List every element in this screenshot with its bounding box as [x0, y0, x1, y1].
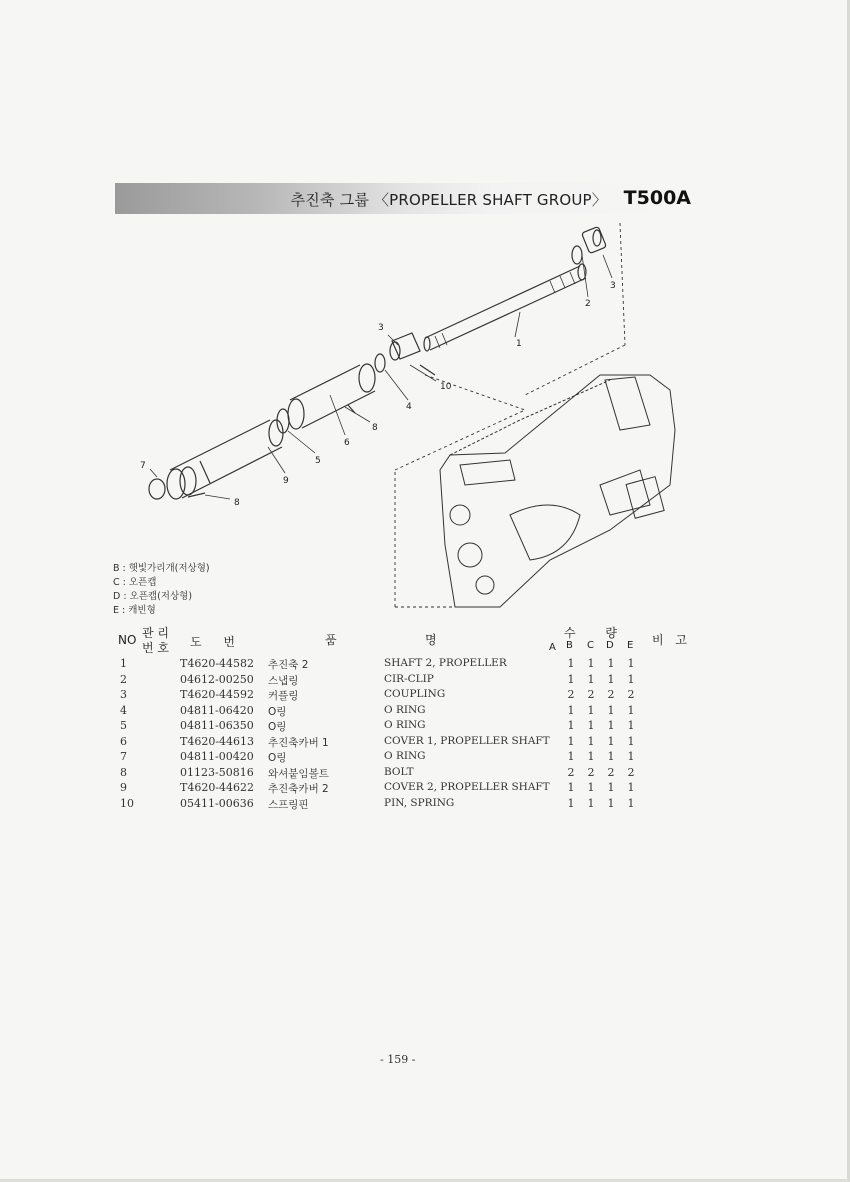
header-no: NO — [118, 633, 137, 647]
table-row — [112, 766, 672, 782]
legend-item: C : 오픈캡 — [113, 577, 157, 588]
part-number: T4620-44613 — [180, 734, 255, 748]
row-number: 7 — [120, 750, 127, 763]
qty-col-a: A — [549, 642, 556, 653]
part-number: 04811-00420 — [180, 750, 254, 763]
legend-item: B : 햇빛가리개(저상형) — [113, 563, 210, 574]
parts-table — [112, 657, 672, 812]
part-name-korean: O링 — [268, 705, 287, 718]
shaft-drawing — [424, 264, 586, 351]
callout-3-lower: 3 — [378, 323, 384, 333]
model-legend — [113, 562, 210, 618]
callout-2: 2 — [585, 299, 591, 309]
part-name-korean: 와셔붙임볼트 — [268, 767, 329, 780]
qty-col-d: D — [606, 640, 614, 651]
assembly-guide-lines — [395, 223, 625, 607]
part-name-english: SHAFT 2, PROPELLER — [384, 657, 507, 669]
header-mgmt-top: 관 리 — [142, 626, 169, 640]
header-remarks: 비 고 — [652, 633, 687, 647]
part-name-korean: 추진축카버 2 — [268, 783, 329, 795]
quantity-cell: 1 — [567, 796, 575, 810]
part-name-korean: 커플링 — [268, 690, 299, 702]
model-code: T500A — [623, 187, 691, 209]
o-ring-7 — [149, 479, 165, 499]
header-name-b: 명 — [425, 633, 437, 647]
quantity-cell: 1 — [607, 781, 615, 794]
part-name-english: CIR-CLIP — [384, 672, 434, 685]
row-number: 3 — [120, 688, 127, 701]
row-number: 1 — [120, 657, 127, 670]
part-name-english: COVER 2, PROPELLER SHAFT — [384, 781, 550, 793]
quantity-cell: 1 — [567, 703, 575, 717]
part-name-korean: 스냅링 — [268, 674, 299, 687]
quantity-cell: 1 — [567, 781, 575, 794]
part-number: 01123-50816 — [180, 765, 254, 779]
part-number: T4620-44622 — [180, 781, 255, 794]
page-number: - 159 - — [380, 1053, 416, 1066]
quantity-cell: 1 — [567, 672, 575, 686]
header-name-a: 품 — [325, 633, 337, 647]
quantity-cell: 1 — [587, 703, 595, 717]
part-name-english: COVER 1, PROPELLER SHAFT — [384, 734, 550, 747]
callout-7: 7 — [140, 461, 146, 471]
quantity-cell: 1 — [587, 796, 595, 810]
clip-coupling-top — [572, 226, 606, 264]
callout-8-lower: 8 — [234, 498, 240, 508]
legend-item: D : 오픈캡(저상형) — [113, 591, 193, 602]
row-number: 10 — [120, 796, 134, 810]
header-part-number: 도 번 — [190, 635, 235, 649]
part-name-english: O RING — [384, 719, 426, 731]
row-number: 5 — [120, 719, 127, 732]
callout-9: 9 — [283, 476, 289, 486]
quantity-cell: 1 — [627, 657, 635, 670]
exploded-parts-diagram — [130, 215, 690, 615]
table-row — [112, 797, 672, 813]
quantity-cell: 1 — [567, 750, 575, 763]
table-row — [112, 704, 672, 720]
callout-3-top: 3 — [610, 281, 616, 291]
quantity-cell: 1 — [607, 657, 615, 670]
table-row — [112, 688, 672, 704]
quantity-cell: 1 — [587, 734, 595, 748]
quantity-cell: 1 — [627, 750, 635, 763]
row-number: 8 — [120, 765, 127, 779]
table-row — [112, 735, 672, 751]
quantity-cell: 1 — [627, 719, 635, 732]
part-number: 05411-00636 — [180, 796, 254, 810]
part-name-korean: 추진축 2 — [268, 659, 309, 671]
header-qty: 수 량 — [564, 626, 617, 640]
quantity-cell: 2 — [627, 765, 635, 779]
part-name-english: PIN, SPRING — [384, 796, 455, 809]
quantity-cell: 1 — [607, 672, 615, 686]
part-name-korean: 추진축카버 1 — [268, 736, 329, 749]
callout-10: 10 — [440, 382, 452, 392]
part-number: 04811-06350 — [180, 719, 254, 732]
table-row — [112, 719, 672, 735]
row-number: 2 — [120, 672, 127, 686]
part-name-english: BOLT — [384, 765, 414, 778]
quantity-cell: 1 — [587, 672, 595, 686]
quantity-cell: 2 — [607, 688, 615, 701]
quantity-cell: 1 — [607, 750, 615, 763]
quantity-cell: 1 — [627, 734, 635, 748]
qty-col-b: B — [566, 640, 573, 651]
parts-table-header — [112, 624, 692, 658]
quantity-cell: 1 — [587, 657, 595, 670]
callout-5: 5 — [315, 456, 321, 466]
table-row — [112, 657, 672, 673]
quantity-cell: 2 — [607, 765, 615, 779]
quantity-cell: 1 — [567, 657, 575, 670]
callout-6: 6 — [344, 438, 350, 448]
quantity-cell: 2 — [587, 765, 595, 779]
quantity-cell: 2 — [567, 765, 575, 779]
quantity-cell: 1 — [607, 734, 615, 748]
quantity-cell: 1 — [587, 781, 595, 794]
cover-2-drawing — [167, 420, 283, 499]
callout-4: 4 — [406, 402, 412, 412]
quantity-cell: 1 — [627, 796, 635, 810]
qty-col-c: C — [587, 640, 594, 651]
housing-drawing — [440, 375, 675, 607]
table-row — [112, 673, 672, 689]
part-name-english: O RING — [384, 703, 426, 716]
cover-1-drawing — [288, 364, 375, 429]
quantity-cell: 1 — [587, 719, 595, 732]
part-name-english: O RING — [384, 750, 426, 762]
quantity-cell: 2 — [587, 688, 595, 701]
table-row — [112, 781, 672, 797]
callout-8-upper: 8 — [372, 423, 378, 433]
legend-item: E : 캐빈형 — [113, 605, 156, 616]
quantity-cell: 1 — [567, 719, 575, 732]
callout-leaders — [150, 255, 612, 499]
quantity-cell: 1 — [587, 750, 595, 763]
part-number: 04612-00250 — [180, 672, 254, 686]
callout-1: 1 — [516, 339, 522, 349]
row-number: 9 — [120, 781, 127, 794]
table-row — [112, 750, 672, 766]
part-name-korean: 스프링핀 — [268, 798, 309, 811]
part-number: 04811-06420 — [180, 703, 254, 717]
section-title-bar — [115, 183, 695, 214]
row-number: 6 — [120, 734, 127, 748]
quantity-cell: 2 — [567, 688, 575, 701]
section-title: 추진축 그룹 〈PROPELLER SHAFT GROUP〉 — [290, 191, 607, 209]
part-name-korean: O링 — [268, 752, 287, 764]
quantity-cell: 1 — [627, 781, 635, 794]
quantity-cell: 1 — [607, 719, 615, 732]
qty-col-e: E — [627, 640, 634, 651]
header-mgmt-bottom: 번 호 — [142, 641, 169, 655]
quantity-cell: 1 — [567, 734, 575, 748]
part-number: T4620-44592 — [180, 688, 255, 701]
part-number: T4620-44582 — [180, 657, 255, 670]
part-name-english: COUPLING — [384, 688, 446, 700]
row-number: 4 — [120, 703, 127, 717]
part-name-korean: O링 — [268, 721, 287, 733]
quantity-cell: 1 — [607, 703, 615, 717]
quantity-cell: 1 — [607, 796, 615, 810]
quantity-cell: 1 — [627, 672, 635, 686]
coupling-lower — [375, 333, 435, 375]
quantity-cell: 2 — [627, 688, 635, 701]
quantity-cell: 1 — [627, 703, 635, 717]
